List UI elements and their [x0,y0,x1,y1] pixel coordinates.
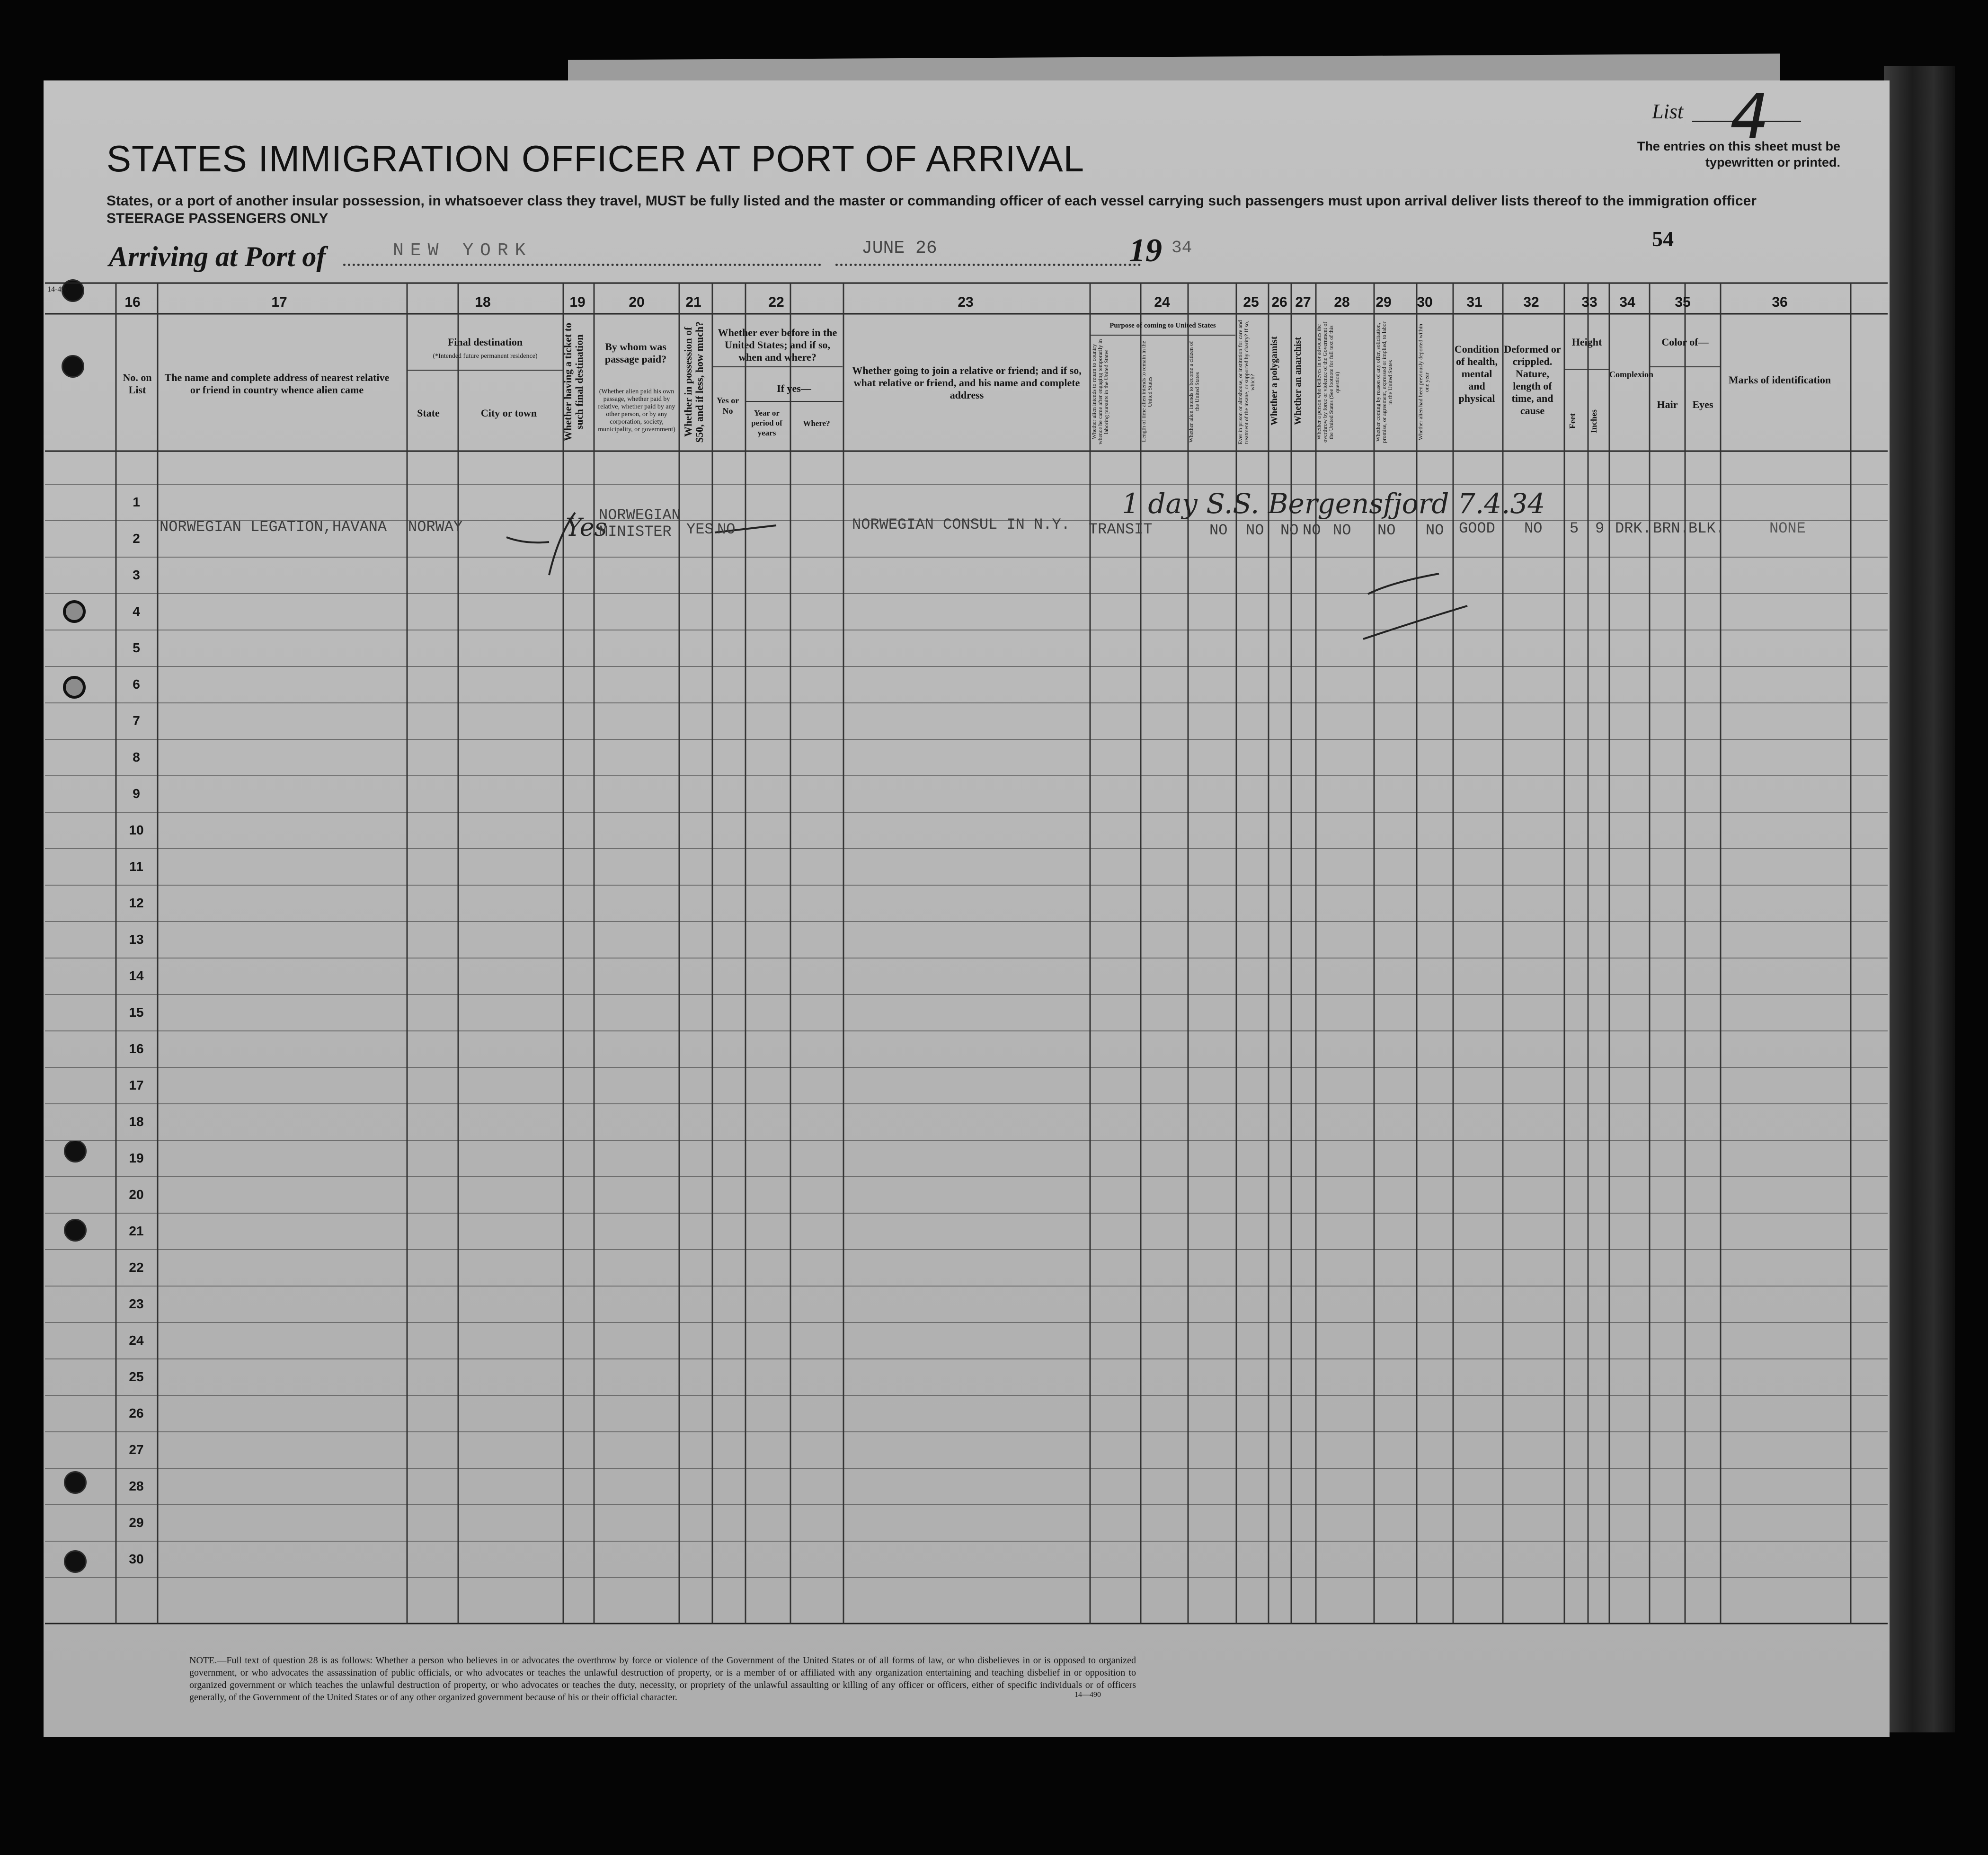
header-city: City or town [480,407,537,419]
row-number: 7 [133,713,140,728]
col-number-19: 19 [569,294,586,310]
col-number-23: 23 [958,294,974,310]
header-anarchist: Whether an anarchist [1293,337,1303,425]
arriving-label: Arriving at Port of [109,241,326,272]
entry-purpose: TRANSIT [1089,521,1153,538]
row-number: 27 [129,1442,144,1457]
header-question-28: Whether a person who believes in or advocates the overthrow by force or violence of the Government of the United States (See footnote for full text of this question) [1315,321,1340,443]
header-purpose-citizen: Whether alien intends to become a citizen of the United States [1188,341,1200,443]
entry-c27: NO [1280,522,1299,539]
row-number: 10 [129,823,144,837]
list-number: 4 [1730,80,1769,152]
header-polygamist: Whether a polygamist [1269,336,1279,426]
col-number-21: 21 [685,294,701,310]
steerage-line: STEERAGE PASSENGERS ONLY [106,211,328,226]
header-if-yes: If yes— [777,382,811,394]
form-strip-label: 14-490 [47,285,69,293]
header-purpose-length: Length of time alien intends to remain in the United States [1140,341,1153,443]
header-passage-paid-note: (Whether alien paid his own passage, whether paid by relative, whether paid by any other person, or by any corporation, society, municipality, or government) [598,388,675,433]
header-prison: Ever in prison or almshouse, or institution for care and treatment of the insane, or supported by charity? If so, which? [1237,320,1256,444]
entry-relative-address: NORWEGIAN LEGATION,HAVANA [160,518,387,536]
entry-deformed: NO [1524,520,1543,537]
entry-health: GOOD [1459,520,1495,537]
header-deported: Whether alien had been previously deported within one year [1417,324,1430,441]
header-where: Where? [803,419,830,428]
header-complexion: Complexion [1609,370,1654,379]
col-number-32: 32 [1523,294,1539,310]
row-number: 28 [129,1479,144,1493]
col-number-35: 35 [1675,294,1691,310]
row-number: 17 [129,1078,144,1092]
entry-join: NORWEGIAN CONSUL IN N.Y. [852,516,1070,533]
row-number: 15 [129,1005,144,1020]
instruction-line: States, or a port of another insular possession, in whatsoever class they travel, MUST be fully listed and the master or commanding officer of each vessel carrying such passengers must upon arrival deliver lists thereof to the immigration officer [106,193,1757,209]
header-color-of: Color of— [1661,336,1709,348]
row-number: 5 [133,640,140,655]
header-offer-to-labor: Whether coming by reason of any offer, solicitation, promise, or agreement, expressed or implied, to labor in the United States [1375,321,1393,443]
header-fifty-dollars: Whether in possession of $50, and if less, how much? [682,321,705,443]
col-number-26: 26 [1271,294,1287,310]
header-marks: Marks of identification [1728,374,1831,386]
entry-eyes: BLK. [1688,520,1725,537]
header-nearest-relative: The name and complete address of nearest relative or friend in country whence alien came [164,372,390,396]
header-purpose-return: Whether alien intends to return to country whence he came after engaging temporarily in laboring pursuits in the United States [1091,339,1109,444]
header-health: Condition of health, mental and physical [1454,343,1500,404]
entry-inches: 9 [1595,520,1605,537]
entry-paid-by-line1: NORWEGIAN [599,506,681,524]
footnote-question-28: NOTE.—Full text of question 28 is as follows: Whether a person who believes in or advocates the overthrow by force or violence of the Government of the United States or of all forms of law, or who disbelieves in or is opposed to organized government, or who advocates the assassination of public officials, or who advocates or teaches the unlawful destruction of property, or is a member of or affiliated with any organization entertaining and teaching disbelief in or opposition to organized government or which teaches the unlawful destruction of property, or who advocates or teaches the duty, necessity, or propriety of the unlawful assaulting or killing of any officer or officers, either of specific individuals or of officers generally, of the Government of the United States or of any other organized government because of his or their official character. [189,1655,1136,1703]
list-label: List [1652,100,1684,123]
col-number-25: 25 [1243,294,1259,310]
header-height: Height [1571,336,1602,348]
header-state: State [417,407,440,419]
entry-c29: NO [1377,522,1396,539]
entry-c30: NO [1426,522,1444,539]
row-number: 11 [129,859,143,874]
entry-ever-before: NO [717,521,736,538]
row-number: 21 [129,1224,144,1238]
col-number-20: 20 [629,294,645,310]
date-value: JUNE 26 [861,238,937,258]
header-ticket: Whether having a ticket to such final destination [562,322,585,442]
header-deformed: Deformed or crippled. Nature, length of time, and cause [1504,343,1561,417]
col-number-33: 33 [1581,294,1598,310]
entry-handwritten-note: 1 day S.S. Bergensfjord 7.4.34 [1122,488,1545,520]
header-year: Year or period of years [751,408,782,437]
entry-paid-by-line2: MINISTER [599,523,672,541]
entry-complexion: DRK. [1615,520,1651,537]
col-number-34: 34 [1619,294,1635,310]
row-number: 6 [133,677,140,692]
entry-c28b: NO [1333,522,1351,539]
entry-ticket: Yes [566,514,607,542]
entry-feet: 5 [1570,520,1579,537]
row-number: 8 [133,750,140,764]
col-number-28: 28 [1334,294,1350,310]
entry-c25: NO [1209,522,1228,539]
col-number-24: 24 [1154,294,1170,310]
row-number: 13 [129,932,144,947]
row-number: 9 [133,786,140,801]
col-number-29: 29 [1376,294,1392,310]
row-number: 29 [129,1515,144,1530]
row-number: 14 [129,968,144,983]
header-join-relative: Whether going to join a relative or friend; and if so, what relative or friend, and his name and complete address [852,364,1082,401]
row-number: 18 [129,1114,144,1129]
col-number-31: 31 [1466,294,1482,310]
year-suffix: 34 [1172,238,1192,257]
row-number: 3 [133,568,140,582]
entry-hair: BRN. [1653,520,1689,537]
form-number: 14—490 [1074,1691,1101,1699]
page-number: 54 [1652,227,1674,251]
col-number-22: 22 [768,294,784,310]
form-title: STATES IMMIGRATION OFFICER AT PORT OF ARRIVAL [106,138,1085,179]
header-hair: Hair [1657,399,1678,410]
row-number: 22 [129,1260,144,1275]
col-number-36: 36 [1772,294,1788,310]
header-yes-or-no: Yes or No [716,396,739,416]
col-number-18: 18 [475,294,491,310]
entry-c26: NO [1246,522,1264,539]
col-number-17: 17 [271,294,287,310]
row-number: 30 [129,1552,144,1566]
col-number-27: 27 [1295,294,1311,310]
row-number: 2 [133,531,140,546]
entries-note: The entries on this sheet must be typewritten or printed. [1637,139,1840,169]
header-no-on-list: No. on List [123,372,152,396]
col-number-16: 16 [124,294,141,310]
entry-c28: NO [1303,522,1321,539]
header-inches: Inches [1589,409,1598,434]
header-passage-paid: By whom was passage paid? [604,341,667,365]
header-eyes: Eyes [1692,399,1713,410]
header-final-destination: Final destination [447,336,523,348]
row-number: 26 [129,1406,144,1420]
row-number: 23 [129,1296,144,1311]
row-number: 20 [129,1187,144,1202]
entry-money: YES [686,521,714,538]
row-number: 16 [129,1041,144,1056]
row-number: 24 [129,1333,144,1348]
row-number: 1 [133,495,140,509]
year-prefix: 19 [1129,232,1162,269]
entry-marks: NONE [1769,520,1806,537]
header-ever-before: Whether ever before in the United States; and if so, when and where? [718,327,837,363]
entry-state: NORWAY [408,518,463,536]
header-final-destination-note: (*Intended future permanent residence) [433,353,538,360]
port-value: NEW YORK [393,240,532,261]
col-number-30: 30 [1417,294,1433,310]
row-number: 19 [129,1151,144,1165]
row-number: 12 [129,896,144,910]
row-number: 4 [133,604,140,619]
row-number: 25 [129,1369,144,1384]
header-feet: Feet [1568,413,1577,429]
header-purpose: Purpose of coming to United States [1109,322,1216,329]
